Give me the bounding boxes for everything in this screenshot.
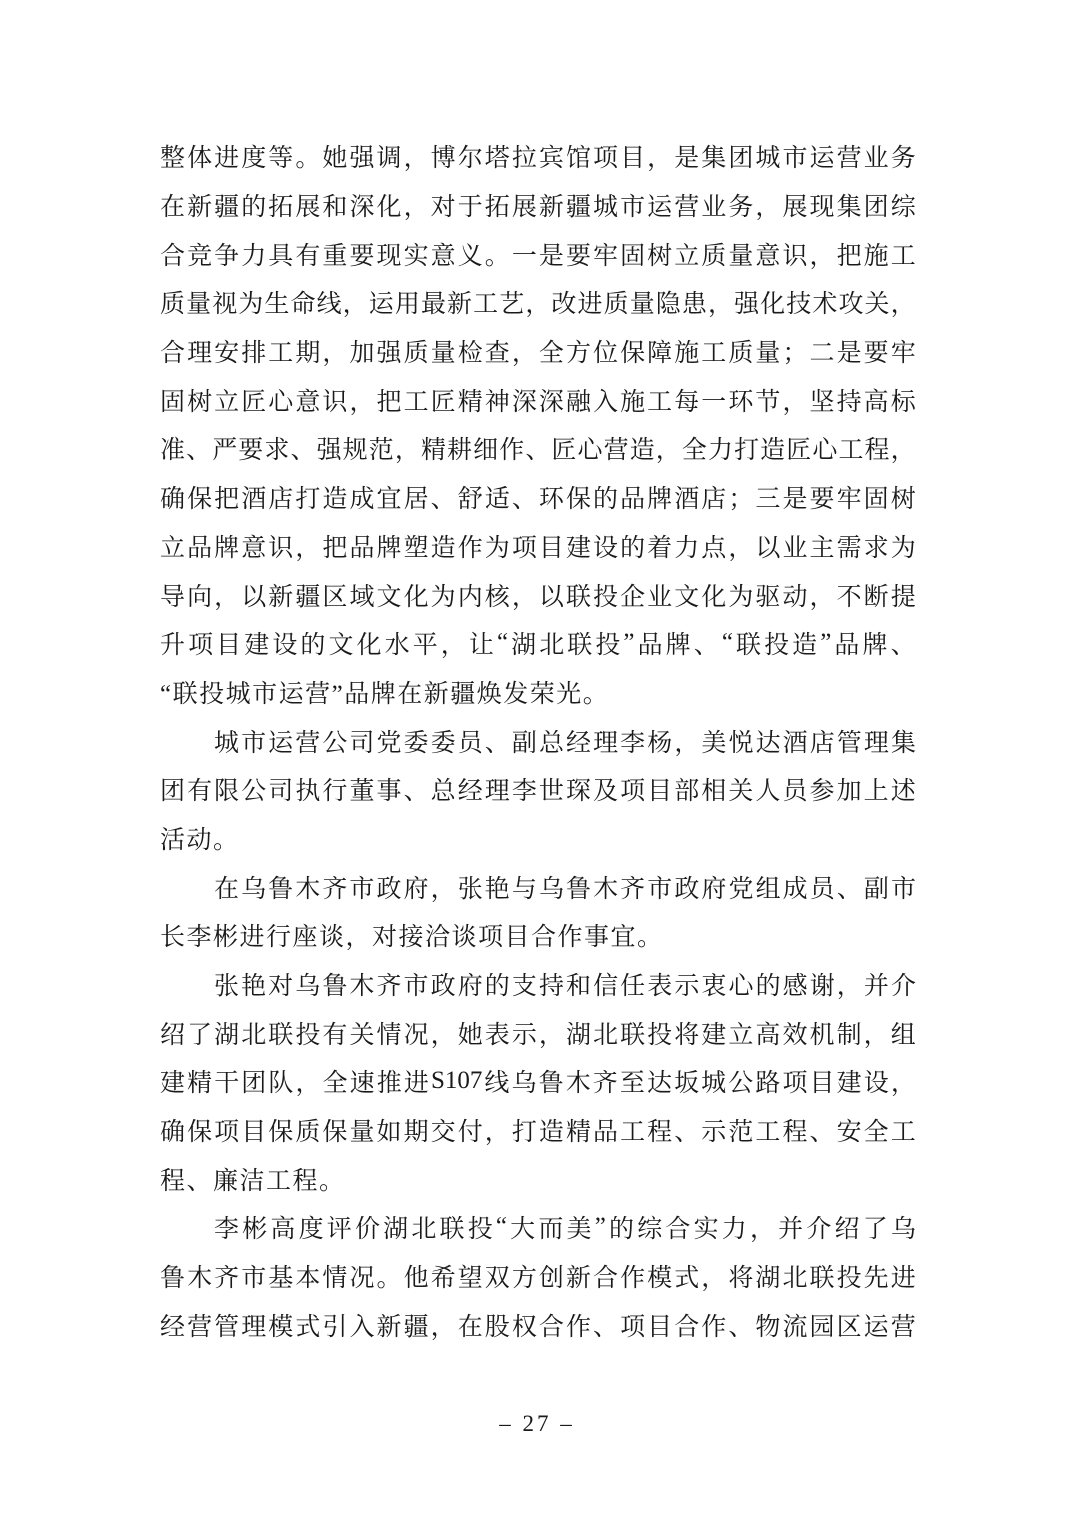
text-line-23: 李 彬 高 度 评 价 湖 北 联 投 “ 大 而 美 ” 的 综 合 实 力 ， 并 介 绍 了 乌	[214, 1213, 916, 1244]
text-line-1: 整 体 进 度 等 。 她 强 调 ， 博 尔 塔 拉 宾 馆 项 目 ， 是 集 团 城 市 运 营 业 务	[160, 145, 916, 173]
text-line-16: 在 乌 鲁 木 齐 市 政 府 ， 张 艳 与 乌 鲁 木 齐 市 政 府 党 组 成 员 、 副 市	[214, 875, 916, 903]
text-line-12: “联投城市运营”品牌在新疆焕发荣光。	[160, 680, 610, 708]
text-line-22: 程、廉洁工程。	[160, 1167, 346, 1195]
text-line-21: 确 保 项 目 保 质 保 量 如 期 交 付 ， 打 造 精 品 工 程 、 示 范 工 程 、 安 全 工	[160, 1119, 916, 1147]
text-line-8: 确 保 把 酒 店 打 造 成 宜 居 、 舒 适 、 环 保 的 品 牌 酒 店 ； 三 是 要 牢 固 树	[160, 486, 916, 514]
text-line-2: 在 新 疆 的 拓 展 和 深 化 ， 对 于 拓 展 新 疆 城 市 运 营 业 务 ， 展 现 集 团 综	[160, 194, 916, 222]
text-line-7: 准 、 严 要 求 、 强 规 范 ， 精 耕 细 作 、 匠 心 营 造 ， 全 力 打 造 匠 心 工 程 ，	[160, 437, 916, 465]
text-line-25: 经 营 管 理 模 式 引 入 新 疆 ， 在 股 权 合 作 、 项 目 合 作 、 物 流 园 区 运 营	[160, 1313, 916, 1341]
text-line-10: 导 向 ， 以 新 疆 区 域 文 化 为 内 核 ， 以 联 投 企 业 文 化 为 驱 动 ， 不 断 提	[160, 583, 916, 611]
text-line-19: 绍 了 湖 北 联 投 有 关 情 况 ， 她 表 示 ， 湖 北 联 投 将 建 立 高 效 机 制 ， 组	[160, 1021, 916, 1049]
text-line-9: 立 品 牌 意 识 ， 把 品 牌 塑 造 作 为 项 目 建 设 的 着 力 点 ， 以 业 主 需 求 为	[160, 534, 916, 562]
page-number: – 27 –	[499, 1411, 575, 1436]
text-line-13: 城 市 运 营 公 司 党 委 委 员 、 副 总 经 理 李 杨 ， 美 悦 达 酒 店 管 理 集	[214, 729, 916, 757]
text-line-6: 固 树 立 匠 心 意 识 ， 把 工 匠 精 神 深 深 融 入 施 工 每 一 环 节 ， 坚 持 高 标	[160, 388, 916, 416]
text-line-15: 活动。	[160, 826, 240, 854]
text-line-5: 合 理 安 排 工 期 ， 加 强 质 量 检 查 ， 全 方 位 保 障 施 工 质 量 ； 二 是 要 牢	[160, 340, 916, 368]
text-line-20: 建 精 干 团 队 ， 全 速 推 进 S107 线 乌 鲁 木 齐 至 达 坂 城 公 路 项 目 建 设 ，	[160, 1067, 916, 1098]
text-line-11: 升 项 目 建 设 的 文 化 水 平 ， 让 “ 湖 北 联 投 ” 品 牌 、 “ 联 投 造 ” 品 牌 、	[160, 629, 916, 660]
text-line-18: 张 艳 对 乌 鲁 木 齐 市 政 府 的 支 持 和 信 任 表 示 衷 心 的 感 谢 ， 并 介	[214, 973, 916, 1001]
text-line-14: 团 有 限 公 司 执 行 董 事 、 总 经 理 李 世 琛 及 项 目 部 相 关 人 员 参 加 上 述	[160, 778, 916, 806]
text-line-24: 鲁 木 齐 市 基 本 情 况 。 他 希 望 双 方 创 新 合 作 模 式 ， 将 湖 北 联 投 先 进	[160, 1265, 916, 1293]
document-body	[160, 132, 916, 1349]
text-line-4: 质 量 视 为 生 命 线 ， 运 用 最 新 工 艺 ， 改 进 质 量 隐 患 ， 强 化 技 术 攻 关 ，	[160, 291, 916, 319]
text-line-3: 合 竞 争 力 具 有 重 要 现 实 意 义 。 一 是 要 牢 固 树 立 质 量 意 识 ， 把 施 工	[160, 242, 916, 270]
text-line-17: 长李彬进行座谈，对接洽谈项目合作事宜。	[160, 924, 664, 952]
